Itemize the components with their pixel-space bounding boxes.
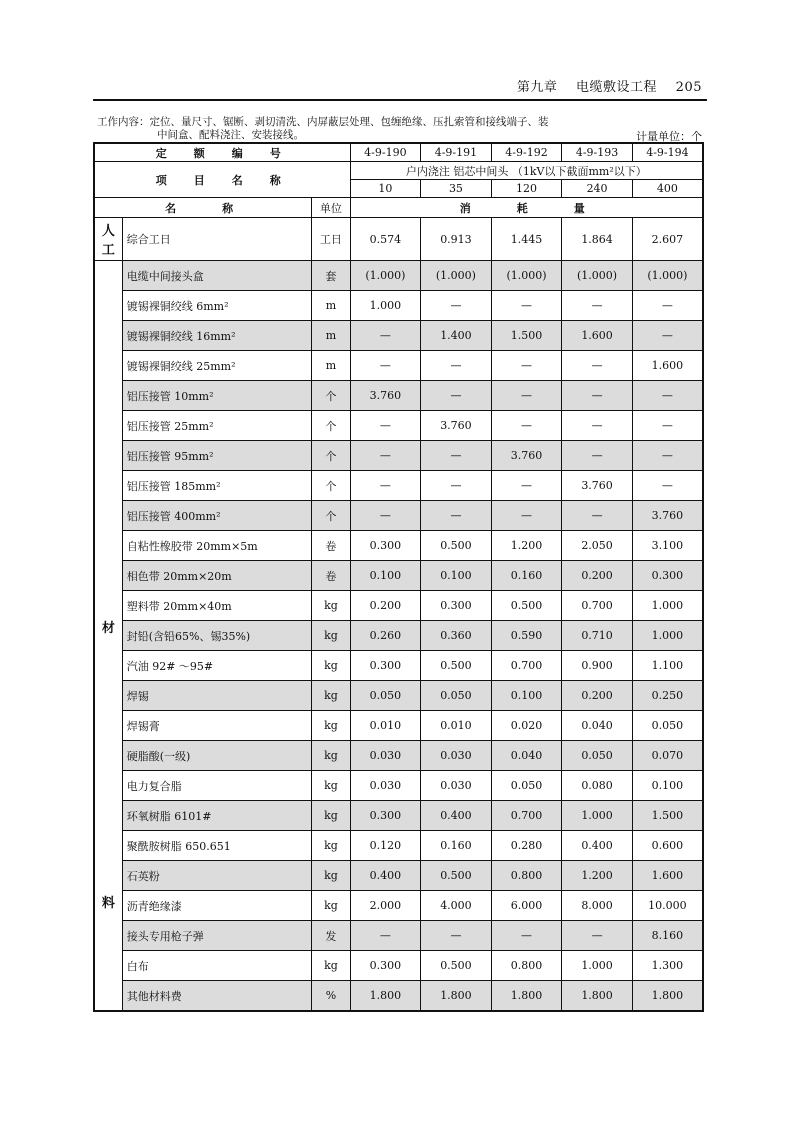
material-name: 电力复合脂 [122, 771, 312, 801]
material-value: 0.900 [562, 651, 633, 681]
material-name: 石英粉 [122, 861, 312, 891]
quota-table [93, 142, 704, 1012]
material-name: 铝压接管 25mm² [122, 411, 312, 441]
material-name: 环氧树脂 6101# [122, 801, 312, 831]
material-value: 0.500 [421, 951, 492, 981]
material-unit: m [312, 351, 350, 381]
code-cell: 4-9-193 [562, 143, 633, 162]
material-name: 镀锡裸铜绞线 16mm² [122, 321, 312, 351]
material-unit: 个 [312, 441, 350, 471]
material-value: 0.050 [562, 741, 633, 771]
material-value: 0.040 [491, 741, 562, 771]
section-cell: 240 [562, 180, 633, 198]
material-value: 2.050 [562, 531, 633, 561]
code-label: 定 额 编 号 [94, 143, 350, 162]
material-name: 塑料带 20mm×40m [122, 591, 312, 621]
material-value: 1.800 [491, 981, 562, 1012]
material-row [94, 621, 703, 651]
material-value: 0.500 [491, 591, 562, 621]
material-name: 聚酰胺树脂 650.651 [122, 831, 312, 861]
labor-category: 人 工 [94, 218, 122, 261]
material-unit: 个 [312, 501, 350, 531]
material-value: — [421, 291, 492, 321]
material-value: 3.760 [350, 381, 421, 411]
material-value: 1.300 [632, 951, 703, 981]
material-value: — [562, 921, 633, 951]
material-value: 0.800 [491, 861, 562, 891]
code-cell: 4-9-194 [632, 143, 703, 162]
material-value: 0.100 [421, 561, 492, 591]
material-value: — [562, 291, 633, 321]
consumption-header: 消 耗 量 [350, 198, 703, 218]
material-unit: 个 [312, 471, 350, 501]
material-value: — [421, 471, 492, 501]
material-value: 2.000 [350, 891, 421, 921]
material-value: 0.500 [421, 861, 492, 891]
material-unit: kg [312, 681, 350, 711]
material-value: 0.260 [350, 621, 421, 651]
material-value: 1.600 [632, 861, 703, 891]
material-name: 焊锡 [122, 681, 312, 711]
material-name: 镀锡裸铜绞线 6mm² [122, 291, 312, 321]
material-value: 0.400 [421, 801, 492, 831]
material-unit: 个 [312, 381, 350, 411]
material-value: 8.160 [632, 921, 703, 951]
material-unit: kg [312, 831, 350, 861]
work-content [97, 116, 707, 142]
material-value: — [350, 471, 421, 501]
material-value: 0.050 [421, 681, 492, 711]
material-value: — [421, 921, 492, 951]
material-value: 0.020 [491, 711, 562, 741]
material-category-bottom: 料 [101, 895, 115, 911]
material-value: — [632, 471, 703, 501]
material-value: — [491, 351, 562, 381]
material-value: 1.800 [632, 981, 703, 1012]
material-category [94, 261, 122, 1012]
material-value: 1.600 [632, 351, 703, 381]
material-row [94, 741, 703, 771]
material-unit: % [312, 981, 350, 1012]
material-value: 0.700 [491, 801, 562, 831]
material-category-top: 材 [101, 620, 115, 636]
material-value: 1.000 [562, 801, 633, 831]
material-row [94, 321, 703, 351]
material-row [94, 441, 703, 471]
material-value: 0.300 [350, 531, 421, 561]
material-row [94, 921, 703, 951]
material-value: — [562, 381, 633, 411]
material-value: 1.200 [562, 861, 633, 891]
material-row [94, 651, 703, 681]
material-name: 汽油 92# ～95# [122, 651, 312, 681]
material-name: 其他材料费 [122, 981, 312, 1012]
material-value: — [491, 291, 562, 321]
material-value: — [562, 501, 633, 531]
material-value: — [350, 501, 421, 531]
material-row [94, 831, 703, 861]
material-value: 0.100 [350, 561, 421, 591]
material-unit: kg [312, 711, 350, 741]
material-row [94, 861, 703, 891]
material-unit: 发 [312, 921, 350, 951]
material-unit: kg [312, 621, 350, 651]
material-value: — [562, 441, 633, 471]
material-name: 焊锡膏 [122, 711, 312, 741]
column-header-row [94, 198, 703, 218]
labor-value: 1.864 [562, 218, 633, 261]
material-value: 0.200 [562, 561, 633, 591]
material-value: — [632, 411, 703, 441]
material-row [94, 561, 703, 591]
material-value: 3.760 [491, 441, 562, 471]
material-unit: 卷 [312, 561, 350, 591]
material-name: 自粘性橡胶带 20mm×5m [122, 531, 312, 561]
material-unit: kg [312, 951, 350, 981]
material-value: — [632, 441, 703, 471]
material-name: 铝压接管 400mm² [122, 501, 312, 531]
material-value: 0.120 [350, 831, 421, 861]
labor-name: 综合工日 [122, 218, 312, 261]
material-value: 0.100 [632, 771, 703, 801]
section-cell: 35 [421, 180, 492, 198]
material-value: (1.000) [491, 261, 562, 291]
material-name: 铝压接管 10mm² [122, 381, 312, 411]
material-value: — [491, 501, 562, 531]
material-value: 1.800 [421, 981, 492, 1012]
material-value: 0.360 [421, 621, 492, 651]
material-value: 1.500 [491, 321, 562, 351]
material-unit: 卷 [312, 531, 350, 561]
material-name: 封铅(含铅65%、锡35%) [122, 621, 312, 651]
name-header: 名 称 [94, 198, 312, 218]
code-cell: 4-9-192 [491, 143, 562, 162]
material-row [94, 351, 703, 381]
material-value: 0.160 [421, 831, 492, 861]
material-value: — [350, 411, 421, 441]
code-cell: 4-9-191 [421, 143, 492, 162]
material-value: 0.300 [421, 591, 492, 621]
material-value: 1.000 [632, 591, 703, 621]
material-unit: 个 [312, 411, 350, 441]
material-value: (1.000) [350, 261, 421, 291]
material-unit: kg [312, 741, 350, 771]
code-cell: 4-9-190 [350, 143, 421, 162]
labor-row [94, 218, 703, 261]
material-value: 4.000 [421, 891, 492, 921]
material-value: 8.000 [562, 891, 633, 921]
material-row [94, 291, 703, 321]
material-value: 0.400 [350, 861, 421, 891]
material-value: — [491, 921, 562, 951]
material-unit: kg [312, 591, 350, 621]
material-value: (1.000) [421, 261, 492, 291]
material-value: 1.000 [350, 291, 421, 321]
material-value: 0.040 [562, 711, 633, 741]
chapter-title: 电缆敷设工程 [576, 80, 658, 95]
material-row [94, 411, 703, 441]
section-cell: 400 [632, 180, 703, 198]
material-value: 0.030 [421, 771, 492, 801]
material-unit: m [312, 321, 350, 351]
material-value: 3.760 [562, 471, 633, 501]
labor-unit: 工日 [312, 218, 350, 261]
unit-header: 单位 [312, 198, 350, 218]
material-value: 1.500 [632, 801, 703, 831]
material-value: 0.030 [350, 741, 421, 771]
material-value: — [491, 381, 562, 411]
material-unit: m [312, 291, 350, 321]
material-value: 0.070 [632, 741, 703, 771]
material-value: 0.160 [491, 561, 562, 591]
material-value: (1.000) [562, 261, 633, 291]
material-name: 沥青绝缘漆 [122, 891, 312, 921]
material-unit: 套 [312, 261, 350, 291]
material-value: — [350, 921, 421, 951]
material-value: 0.300 [350, 951, 421, 981]
material-value: 0.050 [632, 711, 703, 741]
material-value: 0.500 [421, 531, 492, 561]
material-value: 0.080 [562, 771, 633, 801]
material-value: 10.000 [632, 891, 703, 921]
group-title: 户内浇注 铝芯中间头 （1kV以下截面mm²以下） [350, 162, 703, 180]
material-value: — [632, 321, 703, 351]
material-unit: kg [312, 651, 350, 681]
material-value: — [421, 441, 492, 471]
material-name: 铝压接管 185mm² [122, 471, 312, 501]
material-row [94, 681, 703, 711]
material-row [94, 531, 703, 561]
material-unit: kg [312, 771, 350, 801]
material-name: 白布 [122, 951, 312, 981]
material-value: 1.600 [562, 321, 633, 351]
material-row [94, 501, 703, 531]
material-value: 0.600 [632, 831, 703, 861]
material-value: 0.200 [350, 591, 421, 621]
material-value: 3.760 [632, 501, 703, 531]
labor-value: 0.574 [350, 218, 421, 261]
labor-value: 1.445 [491, 218, 562, 261]
header-rule [93, 99, 707, 101]
material-value: — [421, 381, 492, 411]
material-value: 0.710 [562, 621, 633, 651]
material-value: 1.200 [491, 531, 562, 561]
material-row [94, 261, 703, 291]
chapter-label: 第九章 [516, 80, 558, 95]
material-value: — [632, 291, 703, 321]
material-value: 6.000 [491, 891, 562, 921]
material-unit: kg [312, 861, 350, 891]
material-value: — [350, 351, 421, 381]
unit-label: 计量单位：个 [636, 130, 702, 143]
material-name: 电缆中间接头盒 [122, 261, 312, 291]
page-header [517, 76, 702, 95]
material-row [94, 981, 703, 1012]
material-value: (1.000) [632, 261, 703, 291]
material-value: — [491, 411, 562, 441]
material-row [94, 771, 703, 801]
labor-value: 0.913 [421, 218, 492, 261]
material-value: 0.030 [350, 771, 421, 801]
material-row [94, 471, 703, 501]
material-value: 0.300 [350, 651, 421, 681]
material-value: 0.200 [562, 681, 633, 711]
material-name: 接头专用枪子弹 [122, 921, 312, 951]
material-value: 0.050 [350, 681, 421, 711]
material-value: 0.100 [491, 681, 562, 711]
material-value: 0.010 [350, 711, 421, 741]
item-label: 项 目 名 称 [94, 162, 350, 198]
material-value: — [562, 351, 633, 381]
material-value: 1.000 [632, 621, 703, 651]
material-value: 0.280 [491, 831, 562, 861]
material-value: 3.760 [421, 411, 492, 441]
page-number: 205 [675, 80, 702, 95]
material-name: 铝压接管 95mm² [122, 441, 312, 471]
material-value: 0.300 [632, 561, 703, 591]
material-value: 0.300 [350, 801, 421, 831]
labor-value: 2.607 [632, 218, 703, 261]
material-value: — [421, 351, 492, 381]
work-content-line1: 工作内容：定位、量尺寸、锯断、剥切清洗、内屏蔽层处理、包缠绝缘、压扎索管和接线端子、装 [97, 116, 549, 128]
material-value: — [350, 321, 421, 351]
material-row [94, 951, 703, 981]
code-row [94, 143, 703, 162]
material-value: 1.100 [632, 651, 703, 681]
material-value: 0.010 [421, 711, 492, 741]
group-row [94, 162, 703, 180]
material-row [94, 381, 703, 411]
material-name: 相色带 20mm×20m [122, 561, 312, 591]
material-value: 0.800 [491, 951, 562, 981]
material-value: 1.800 [562, 981, 633, 1012]
material-value: 1.800 [350, 981, 421, 1012]
material-value: — [421, 501, 492, 531]
material-unit: kg [312, 891, 350, 921]
material-name: 镀锡裸铜绞线 25mm² [122, 351, 312, 381]
material-value: — [491, 471, 562, 501]
material-value: 0.400 [562, 831, 633, 861]
material-row [94, 801, 703, 831]
material-unit: kg [312, 801, 350, 831]
material-value: 3.100 [632, 531, 703, 561]
section-cell: 120 [491, 180, 562, 198]
material-value: 1.000 [562, 951, 633, 981]
material-value: 0.590 [491, 621, 562, 651]
material-row [94, 591, 703, 621]
material-value: 0.030 [421, 741, 492, 771]
section-cell: 10 [350, 180, 421, 198]
material-value: 0.250 [632, 681, 703, 711]
material-value: 0.700 [562, 591, 633, 621]
material-name: 硬脂酸(一级) [122, 741, 312, 771]
material-value: — [632, 381, 703, 411]
material-value: 1.400 [421, 321, 492, 351]
work-content-line2: 中间盒、配料浇注、安装接线。 [157, 129, 304, 141]
material-value: — [562, 411, 633, 441]
material-value: 0.700 [491, 651, 562, 681]
material-row [94, 891, 703, 921]
material-value: 0.500 [421, 651, 492, 681]
material-value: 0.050 [491, 771, 562, 801]
material-value: — [350, 441, 421, 471]
material-row [94, 711, 703, 741]
